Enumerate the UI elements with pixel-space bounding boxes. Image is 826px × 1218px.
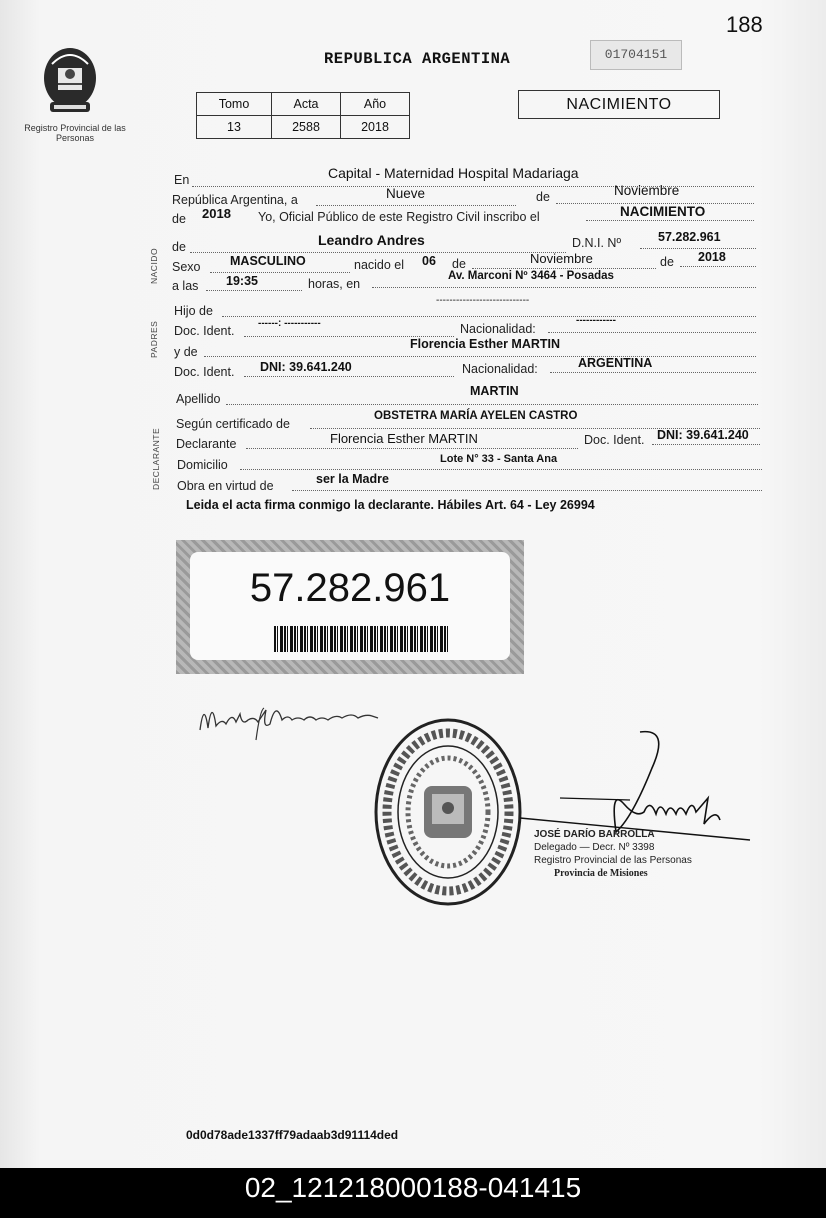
dotted-line: [226, 404, 758, 405]
label-doc-ident-1: Doc. Ident.: [174, 324, 235, 338]
label-de2: de: [172, 212, 186, 226]
value-dni: 57.282.961: [658, 230, 721, 244]
dotted-line: [550, 372, 756, 373]
dotted-line: [292, 490, 762, 491]
dotted-line: [210, 272, 350, 273]
register-value-tomo: 13: [197, 116, 272, 139]
dotted-line: [206, 290, 302, 291]
value-lugar-nac: Av. Marconi Nº 3464 - Posadas: [448, 270, 614, 282]
label-yo: Yo, Oficial Público de este Registro Civil inscribo el: [258, 210, 540, 224]
value-nacionalidad-2: ARGENTINA: [578, 356, 653, 370]
dni-sticker-number: 57.282.961: [249, 566, 451, 610]
register-header-tomo: Tomo: [197, 93, 272, 116]
value-inscripcion: NACIMIENTO: [620, 204, 706, 219]
dotted-line: [246, 448, 578, 449]
closing-text: Leida el acta firma conmigo la declarante. Hábiles Art. 64 - Ley 26994: [186, 498, 595, 512]
label-sexo: Sexo: [172, 260, 201, 274]
label-a-las: a las: [172, 279, 199, 293]
dotted-line: [548, 332, 756, 333]
label-obra: Obra en virtud de: [177, 479, 274, 493]
label-hijo-de: Hijo de: [174, 304, 213, 318]
value-doc-declarante: DNI: 39.641.240: [657, 428, 749, 442]
dotted-line: [640, 248, 756, 249]
register-value-anio: 2018: [341, 116, 410, 139]
label-de3: de: [452, 257, 466, 271]
value-mes: Noviembre: [530, 251, 593, 266]
dotted-line: [240, 469, 762, 470]
value-sexo: MASCULINO: [230, 254, 306, 268]
signatory-line-3: Registro Provincial de las Personas: [534, 855, 692, 866]
label-segun: Según certificado de: [176, 417, 290, 431]
document-type-box: NACIMIENTO: [518, 90, 720, 119]
value-anio: 2018: [202, 206, 231, 221]
value-certificado: OBSTETRA MARÍA AYELEN CASTRO: [374, 410, 578, 422]
label-nacionalidad-2: Nacionalidad:: [462, 362, 538, 376]
dotted-line: [472, 268, 656, 269]
serial-number: 01704151: [590, 40, 682, 70]
side-label-declarante: DECLARANTE: [151, 427, 161, 490]
label-dni: D.N.I. Nº: [572, 236, 622, 250]
value-doc-ident-2: DNI: 39.641.240: [260, 360, 352, 374]
page-number: 188: [726, 12, 763, 37]
dotted-line: [680, 266, 756, 267]
signatory-line-2: Delegado — Decr. Nº 3398: [534, 842, 655, 853]
label-nacido-el: nacido el: [354, 258, 405, 272]
label-de: de: [536, 190, 550, 204]
dotted-line: [204, 356, 756, 357]
value-mes-letras: Noviembre: [614, 183, 680, 198]
emblem-caption: Registro Provincial de las Personas: [24, 123, 126, 143]
value-apellido: MARTIN: [470, 384, 519, 398]
provincial-emblem-icon: [38, 42, 102, 120]
label-de4: de: [660, 255, 674, 269]
label-domicilio: Domicilio: [177, 458, 228, 472]
value-anio-nac: 2018: [698, 250, 726, 264]
dni-sticker: [176, 540, 524, 674]
dotted-line: [244, 376, 454, 377]
label-declarante: Declarante: [176, 437, 237, 451]
register-header-anio: Año: [341, 93, 410, 116]
document-hash: 0d0d78ade1337ff79adaab3d91114ded: [186, 1128, 399, 1142]
document-title: REPUBLICA ARGENTINA: [324, 50, 511, 68]
dotted-line: [316, 205, 516, 206]
value-hijo-de: ----------------------------: [436, 295, 530, 306]
value-dia: 06: [422, 254, 436, 268]
side-label-nacido: NACIDO: [149, 247, 159, 284]
signatory-line-4: Provincia de Misiones: [554, 868, 648, 879]
label-en: En: [174, 173, 190, 187]
label-republica: República Argentina, a: [172, 193, 298, 207]
dotted-line: [372, 287, 756, 288]
official-stamp-icon: [372, 716, 524, 908]
label-nacionalidad-1: Nacionalidad:: [460, 322, 536, 336]
value-declarante: Florencia Esther MARTIN: [330, 431, 478, 446]
file-id: 02_121218000188-041415: [244, 1172, 582, 1203]
value-doc-ident-1: ------: -----------: [258, 318, 321, 329]
value-nacionalidad-1: ------------: [576, 315, 616, 326]
value-nombre: Leandro Andres: [318, 232, 425, 248]
signatory-name: JOSÉ DARÍO BARROLLA: [534, 829, 655, 840]
dni-sticker-panel: [190, 552, 510, 660]
label-de-nombre: de: [172, 240, 186, 254]
label-horas-en: horas, en: [308, 277, 361, 291]
dotted-line: [586, 220, 754, 221]
label-y-de: y de: [174, 345, 198, 359]
label-apellido: Apellido: [176, 392, 221, 406]
signature-block: [534, 828, 692, 880]
register-header-acta: Acta: [272, 93, 341, 116]
value-domicilio: Lote N° 33 - Santa Ana: [440, 453, 558, 465]
value-madre: Florencia Esther MARTIN: [410, 337, 561, 351]
side-label-padres: PADRES: [149, 320, 159, 358]
dotted-line: [190, 252, 566, 253]
dotted-line: [222, 316, 756, 317]
register-value-acta: 2588: [272, 116, 341, 139]
value-obra: ser la Madre: [316, 472, 389, 486]
dotted-line: [652, 444, 760, 445]
value-lugar: Capital - Maternidad Hospital Madariaga: [328, 165, 579, 181]
register-table: [196, 92, 410, 139]
value-hora: 19:35: [226, 274, 258, 288]
label-doc-ident-2: Doc. Ident.: [174, 365, 235, 379]
barcode-icon: [274, 626, 450, 652]
label-doc-ident-3: Doc. Ident.: [584, 433, 645, 447]
value-dia-letras: Nueve: [386, 186, 426, 201]
